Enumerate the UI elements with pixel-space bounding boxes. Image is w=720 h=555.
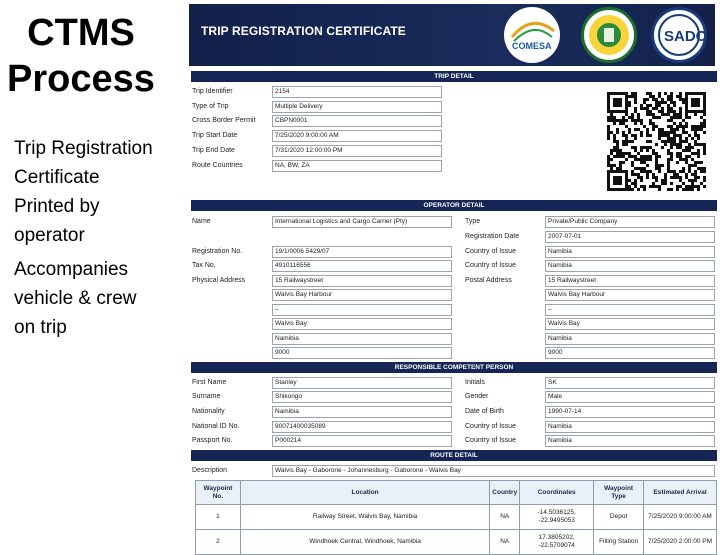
column-header: Location xyxy=(240,481,489,505)
passport-country-field: Namibia xyxy=(545,435,715,447)
surname-field: Shikongo xyxy=(272,391,452,403)
bullet-1-line: Trip Registration xyxy=(14,138,153,159)
gender-field: Male xyxy=(545,391,715,403)
gender-label: Gender xyxy=(465,393,489,400)
waypoint-type-cell: Depot xyxy=(594,505,644,530)
table-header-row xyxy=(196,481,717,505)
route-description-label: Description xyxy=(192,467,228,474)
postal-address-line: 9000 xyxy=(545,347,715,359)
trip-registration-certificate xyxy=(185,0,720,549)
tax-no-label: Tax No. xyxy=(192,262,216,269)
start-date-label: Trip Start Date xyxy=(192,132,238,139)
physical-address-line: – xyxy=(272,304,452,316)
operator-name-label: Name xyxy=(192,218,211,225)
route-countries-field: NA, BW, ZA xyxy=(272,160,442,172)
postal-address-label: Postal Address xyxy=(465,277,512,284)
location-cell: Windhoek Central, Windhoek, Namibia xyxy=(240,530,489,555)
id-country-field: Namibia xyxy=(545,421,715,433)
route-countries-label: Route Countries xyxy=(192,162,243,169)
nationality-label: Nationality xyxy=(192,408,225,415)
route-description-field: Walvis Bay - Gaborone - Johannesburg - Gaborone - Walvis Bay xyxy=(272,465,715,477)
eac-logo xyxy=(581,7,637,63)
postal-address-line: Walvis Bay xyxy=(545,318,715,330)
end-date-label: Trip End Date xyxy=(192,147,235,154)
trip-id-field: 2154 xyxy=(272,86,442,98)
postal-address-line: Namibia xyxy=(545,333,715,345)
bullet-1-line: operator xyxy=(14,225,85,246)
bullet-1 xyxy=(14,134,182,250)
route-detail-heading: ROUTE DETAIL xyxy=(191,450,717,461)
slide-title xyxy=(6,10,156,102)
country-of-issue-label: Country of Issue xyxy=(465,248,516,255)
waypoint-no-cell: 2 xyxy=(196,530,241,555)
physical-address-line: Walvis Bay xyxy=(272,318,452,330)
table-row xyxy=(196,505,717,530)
country-cell: NA xyxy=(490,505,520,530)
location-cell: Railway Street, Walvis Bay, Namibia xyxy=(240,505,489,530)
column-header: Estimated Arrival xyxy=(644,481,717,505)
arrival-cell: 7/25/2020 9:00:00 AM xyxy=(644,505,717,530)
certificate-title: TRIP REGISTRATION CERTIFICATE xyxy=(201,24,406,38)
physical-address-line: 9000 xyxy=(272,347,452,359)
trip-id-label: Trip Identifier xyxy=(192,88,233,95)
trip-type-field: Multiple Delivery xyxy=(272,101,442,113)
column-header: Waypoint Type xyxy=(594,481,644,505)
id-country-label: Country of Issue xyxy=(465,423,516,430)
competent-person-heading: RESPONSIBLE COMPETENT PERSON xyxy=(191,362,717,373)
initials-field: SK xyxy=(545,377,715,389)
tax-no-field: 4910116556 xyxy=(272,260,452,272)
trip-type-label: Type of Trip xyxy=(192,103,229,110)
qr-code xyxy=(607,90,705,192)
registration-date-label: Registration Date xyxy=(465,233,520,240)
svg-text:COMESA: COMESA xyxy=(512,41,552,51)
surname-label: Surname xyxy=(192,393,221,400)
permit-field: CBPN0001 xyxy=(272,115,442,127)
waypoint-type-cell: Filling Station xyxy=(594,530,644,555)
passport-no-field: P000214 xyxy=(272,435,452,447)
operator-detail-heading: OPERATOR DETAIL xyxy=(191,200,717,211)
waypoint-table xyxy=(195,480,717,555)
table-row xyxy=(196,530,717,555)
operator-type-label: Type xyxy=(465,218,481,225)
operator-name-field: International Logistics and Cargo Carrier (Pty) xyxy=(272,216,452,228)
national-id-label: National ID No. xyxy=(192,423,240,430)
slide-title-line-2: Process xyxy=(7,58,155,100)
coordinates-cell: -14.5036125, -22.9495053 xyxy=(520,505,594,530)
column-header: Coordinates xyxy=(520,481,594,505)
first-name-label: First Name xyxy=(192,379,227,386)
bullet-2-line: vehicle & crew xyxy=(14,288,137,309)
slide-title-line-1: CTMS xyxy=(27,12,135,54)
nationality-field: Namibia xyxy=(272,406,452,418)
date-of-birth-field: 1990-07-14 xyxy=(545,406,715,418)
date-of-birth-label: Date of Birth xyxy=(465,408,504,415)
column-header: Country xyxy=(490,481,520,505)
registration-no-field: 19/1/0006 5429/07 xyxy=(272,246,452,258)
bullet-2-line: Accompanies xyxy=(14,259,129,280)
end-date-field: 7/31/2020 12:00:00 PM xyxy=(272,145,442,157)
svg-text:SADC: SADC xyxy=(664,28,707,45)
column-header: Waypoint No. xyxy=(196,481,241,505)
first-name-field: Stanley xyxy=(272,377,452,389)
certificate-header xyxy=(189,4,715,66)
passport-no-label: Passport No. xyxy=(192,437,233,444)
bullet-2-line: on trip xyxy=(14,317,67,338)
permit-label: Cross Border Permit xyxy=(192,117,256,124)
tax-country-field: Namibia xyxy=(545,260,715,272)
operator-type-field: Private/Public Company xyxy=(545,216,715,228)
country-cell: NA xyxy=(490,530,520,555)
passport-country-label: Country of Issue xyxy=(465,437,516,444)
tax-country-label: Country of Issue xyxy=(465,262,516,269)
physical-address-line: Namibia xyxy=(272,333,452,345)
bullet-2 xyxy=(14,255,182,342)
initials-label: Initials xyxy=(465,379,485,386)
sadc-logo xyxy=(651,7,707,63)
postal-address-line: 15 Railwaystreet xyxy=(545,275,715,287)
postal-address-line: – xyxy=(545,304,715,316)
start-date-field: 7/25/2020 9:00:00 AM xyxy=(272,130,442,142)
registration-no-label: Registration No. xyxy=(192,248,243,255)
postal-address-line: Walvis Bay Harbour xyxy=(545,289,715,301)
waypoint-no-cell: 1 xyxy=(196,505,241,530)
physical-address-label: Physical Address xyxy=(192,277,246,284)
trip-detail-heading: TRIP DETAIL xyxy=(191,71,717,82)
physical-address-line: Walvis Bay Harbour xyxy=(272,289,452,301)
registration-date-field: 2007-07-01 xyxy=(545,231,715,243)
comesa-logo xyxy=(504,7,560,63)
bullet-1-line: Certificate xyxy=(14,167,100,188)
country-of-issue-field: Namibia xyxy=(545,246,715,258)
physical-address-line: 15 Railwaystreet xyxy=(272,275,452,287)
arrival-cell: 7/25/2020 2:00:00 PM xyxy=(644,530,717,555)
national-id-field: 90071400035089 xyxy=(272,421,452,433)
bullet-1-line: Printed by xyxy=(14,196,100,217)
slide-bullets xyxy=(14,134,182,342)
coordinates-cell: 17.3805202, -22.5709074 xyxy=(520,530,594,555)
